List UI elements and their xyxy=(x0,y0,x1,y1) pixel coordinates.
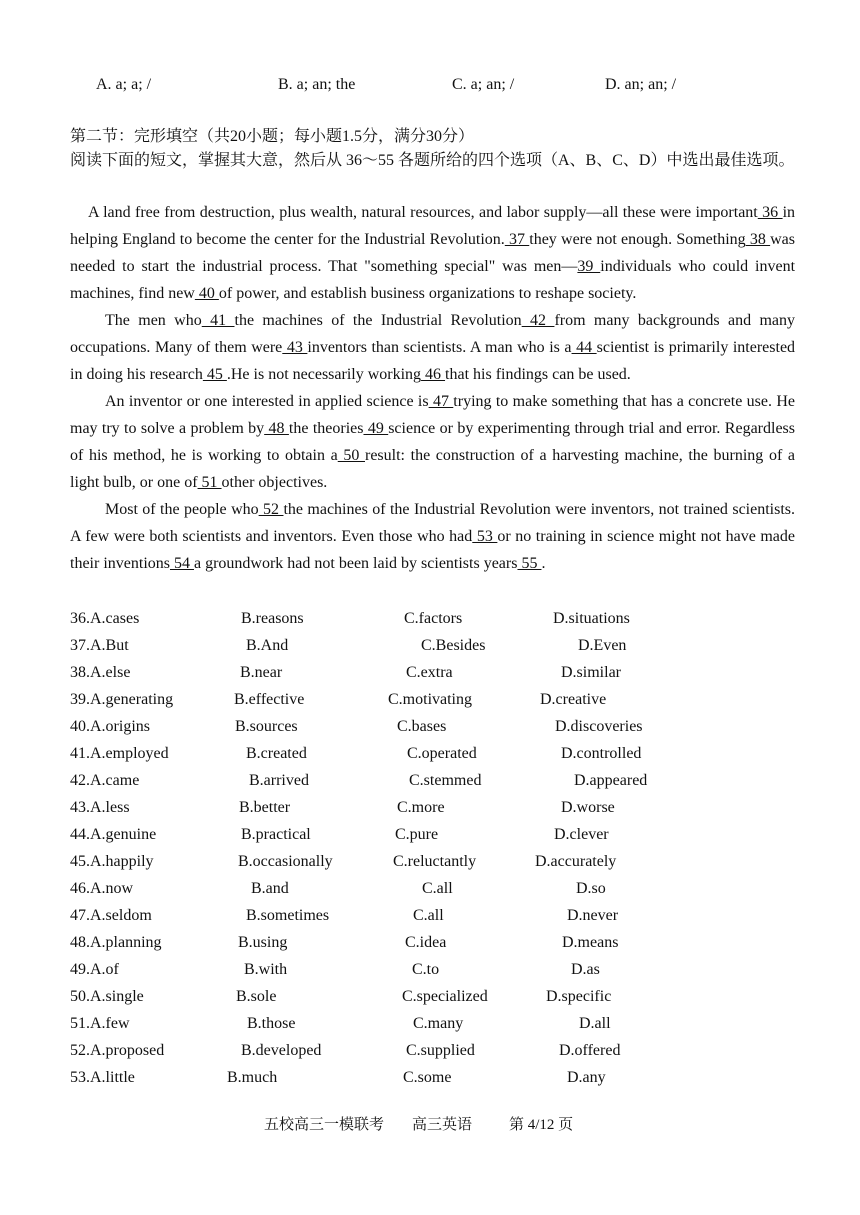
option-row-47 xyxy=(70,902,795,929)
option-a: 49.A.of xyxy=(70,961,119,978)
blank-48: 48 xyxy=(264,420,289,437)
option-a: 41.A.employed xyxy=(70,745,169,762)
passage-text: inventors than scientists. A man who is a xyxy=(307,339,572,356)
paragraph-1 xyxy=(70,199,795,307)
option-b: B.occasionally xyxy=(238,853,333,870)
option-b: B.sources xyxy=(235,718,298,735)
option-row-44 xyxy=(70,821,795,848)
option-d: D.specific xyxy=(546,988,612,1005)
option-row-41 xyxy=(70,740,795,767)
option-c: C.motivating xyxy=(388,691,472,708)
cloze-passage xyxy=(70,199,795,577)
option-row-52 xyxy=(70,1037,795,1064)
blank-38: 38 xyxy=(745,231,771,248)
option-a: A. a; a; / xyxy=(96,76,152,93)
passage-text: trying to make something that has a concrete use. He may try to solve a problem by xyxy=(70,393,796,437)
option-d: D.worse xyxy=(561,799,615,816)
option-d: D.so xyxy=(576,880,606,897)
option-b: B.reasons xyxy=(241,610,304,627)
passage-text: or no training in science might not have made their inventions xyxy=(70,528,795,572)
passage-text: the machines of the Industrial Revolution were inventors, not trained scientists. A few were both scientists and inventors. Even those who had xyxy=(70,501,796,545)
option-a: 50.A.single xyxy=(70,988,144,1005)
option-row-53 xyxy=(70,1064,795,1091)
option-b: B.near xyxy=(240,664,283,681)
option-b: B.with xyxy=(244,961,288,978)
option-d: D.any xyxy=(567,1069,606,1086)
passage-text: individuals who could invent machines, find new xyxy=(70,258,796,302)
blank-51: 51 xyxy=(197,474,222,491)
option-d: D. an; an; / xyxy=(605,76,677,93)
option-row-40 xyxy=(70,713,795,740)
instructions: 阅读下面的短文，掌握其大意，然后从 36～55 各题所给的四个选项（A、B、C、D）中选出最佳选项。 xyxy=(70,152,795,169)
passage-text: scientist is primarily interested in doing his research xyxy=(70,339,796,383)
option-a: 40.A.origins xyxy=(70,718,150,735)
option-row-45 xyxy=(70,848,795,875)
passage-text: The men who xyxy=(105,312,202,329)
section-title: 第二节：完形填空（共20小题；每小题1.5分，满分30分） xyxy=(70,128,475,145)
option-row-51 xyxy=(70,1010,795,1037)
passage-text: the machines of the Industrial Revolution xyxy=(234,312,522,329)
passage-text: .He is not necessarily working xyxy=(226,366,422,383)
option-c: C.all xyxy=(413,907,444,924)
option-a: 39.A.generating xyxy=(70,691,174,708)
option-d: D.discoveries xyxy=(555,718,643,735)
option-c: C.factors xyxy=(404,610,463,627)
option-b: B.effective xyxy=(234,691,305,708)
option-row-48 xyxy=(70,929,795,956)
blank-49: 49 xyxy=(363,420,389,437)
blank-44: 44 xyxy=(571,339,597,356)
option-c: C.stemmed xyxy=(409,772,482,789)
option-row-38 xyxy=(70,659,795,686)
blank-54: 54 xyxy=(169,555,194,572)
option-a: 45.A.happily xyxy=(70,853,154,870)
option-b: B.those xyxy=(247,1015,296,1032)
option-row-39 xyxy=(70,686,795,713)
option-c: C.idea xyxy=(405,934,447,951)
blank-46: 46 xyxy=(421,366,446,383)
blank-45: 45 xyxy=(202,366,227,383)
option-b: B. a; an; the xyxy=(278,76,356,93)
option-b: B.developed xyxy=(241,1042,322,1059)
option-row-37 xyxy=(70,632,795,659)
passage-text: from many backgrounds and many occupations. Many of them were xyxy=(70,312,796,356)
option-a: 44.A.genuine xyxy=(70,826,157,843)
answer-options-list xyxy=(70,605,795,1091)
option-b: B.created xyxy=(246,745,307,762)
option-row-49 xyxy=(70,956,795,983)
paragraph-2 xyxy=(70,307,795,388)
option-c: C.to xyxy=(412,961,440,978)
passage-text: . xyxy=(541,555,546,572)
passage-text: Most of the people who xyxy=(105,501,259,518)
option-d: D.means xyxy=(562,934,619,951)
option-c: C.many xyxy=(413,1015,464,1032)
option-b: B.arrived xyxy=(249,772,309,789)
option-d: D.Even xyxy=(578,637,627,654)
option-d: D.creative xyxy=(540,691,607,708)
option-row-36 xyxy=(70,605,795,632)
option-c: C.extra xyxy=(406,664,453,681)
option-c: C.operated xyxy=(407,745,477,762)
option-a: 53.A.little xyxy=(70,1069,135,1086)
footer-subject: 高三英语 xyxy=(412,1117,473,1133)
option-a: 42.A.came xyxy=(70,772,140,789)
option-c: C.reluctantly xyxy=(393,853,477,870)
option-d: D.as xyxy=(571,961,600,978)
blank-55: 55 xyxy=(517,555,542,572)
option-row-50 xyxy=(70,983,795,1010)
option-a: 36.A.cases xyxy=(70,610,140,627)
passage-text: that his findings can be used. xyxy=(445,366,631,383)
option-c: C.all xyxy=(422,880,453,897)
passage-text: A land free from destruction, plus wealth, natural resources, and labor supply—all these were important xyxy=(88,204,758,221)
option-b: B.much xyxy=(227,1069,278,1086)
option-row-46 xyxy=(70,875,795,902)
passage-text: result: the construction of a harvesting machine, the burning of a light bulb, or one of xyxy=(70,447,796,491)
blank-36: 36 xyxy=(757,204,783,221)
option-c: C.more xyxy=(397,799,445,816)
paragraph-4 xyxy=(70,496,795,577)
option-d: D.offered xyxy=(559,1042,621,1059)
blank-52: 52 xyxy=(258,501,284,518)
option-d: D.controlled xyxy=(561,745,642,762)
option-b: B.sometimes xyxy=(246,907,330,924)
option-d: D.clever xyxy=(554,826,609,843)
option-c: C.Besides xyxy=(421,637,486,654)
passage-text: a groundwork had not been laid by scientists years xyxy=(193,555,518,572)
option-a: 47.A.seldom xyxy=(70,907,152,924)
footer-exam-name: 五校高三一模联考 xyxy=(264,1117,385,1133)
option-c: C.some xyxy=(403,1069,452,1086)
passage-text: they were not enough. Something xyxy=(529,231,746,248)
option-b: B.practical xyxy=(241,826,311,843)
option-a: 37.A.But xyxy=(70,637,129,654)
option-b: B.And xyxy=(246,637,289,654)
blank-53: 53 xyxy=(472,528,498,545)
option-d: D.situations xyxy=(553,610,630,627)
option-c: C.supplied xyxy=(406,1042,475,1059)
option-a: 43.A.less xyxy=(70,799,130,816)
option-b: B.better xyxy=(239,799,291,816)
option-b: B.sole xyxy=(236,988,277,1005)
blank-40: 40 xyxy=(194,285,219,302)
paragraph-3 xyxy=(70,388,795,496)
passage-text: of power, and establish business organizations to reshape society. xyxy=(218,285,637,302)
passage-text: An inventor or one interested in applied science is xyxy=(105,393,429,410)
option-row-42 xyxy=(70,767,795,794)
blank-47: 47 xyxy=(428,393,454,410)
passage-text: was needed to start the industrial process. That "something special" was men— xyxy=(70,231,796,275)
option-d: D.accurately xyxy=(535,853,617,870)
option-row-43 xyxy=(70,794,795,821)
footer-page-number: 第 4/12 页 xyxy=(509,1117,574,1133)
passage-text: the theories xyxy=(288,420,364,437)
passage-text: science or by experimenting through trial and error. Regardless of his method, he is working to obtain a xyxy=(70,420,795,464)
option-d: D.never xyxy=(567,907,619,924)
option-a: 46.A.now xyxy=(70,880,134,897)
option-a: 51.A.few xyxy=(70,1015,130,1032)
option-c: C.pure xyxy=(395,826,439,843)
option-c: C.bases xyxy=(397,718,447,735)
option-a: 38.A.else xyxy=(70,664,131,681)
blank-43: 43 xyxy=(282,339,308,356)
blank-50: 50 xyxy=(337,447,365,464)
option-d: D.appeared xyxy=(574,772,648,789)
blank-37: 37 xyxy=(504,231,530,248)
option-c: C.specialized xyxy=(402,988,488,1005)
option-a: 52.A.proposed xyxy=(70,1042,165,1059)
option-b: B.using xyxy=(238,934,288,951)
option-a: 48.A.planning xyxy=(70,934,162,951)
blank-39: 39 xyxy=(577,258,601,275)
blank-41: 41 xyxy=(201,312,235,329)
blank-42: 42 xyxy=(521,312,555,329)
option-c: C. a; an; / xyxy=(452,76,515,93)
option-b: B.and xyxy=(251,880,289,897)
option-d: D.all xyxy=(579,1015,611,1032)
option-d: D.similar xyxy=(561,664,621,681)
passage-text: other objectives. xyxy=(221,474,328,491)
passage-text: in helping England to become the center for the Industrial Revolution. xyxy=(70,204,796,248)
